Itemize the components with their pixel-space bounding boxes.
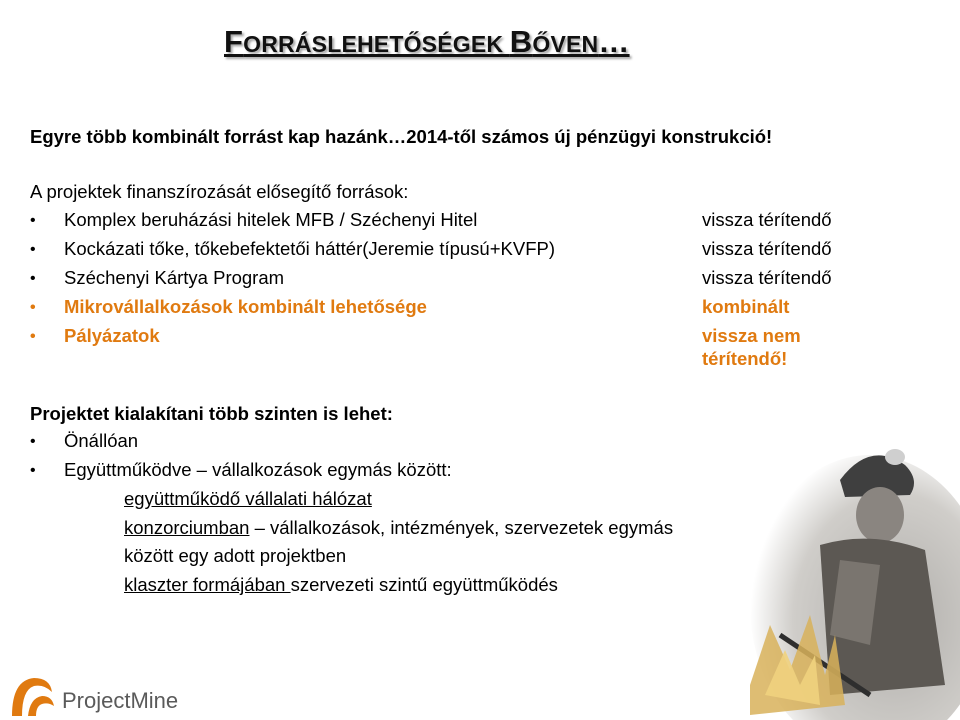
source-status: vissza nem [702, 325, 801, 346]
source-label: Mikrovállalkozások kombinált lehetősége [64, 296, 427, 317]
level-item: Önállóan [64, 430, 139, 451]
source-status: kombinált [702, 296, 790, 317]
source-status: vissza térítendő [702, 209, 832, 230]
sub-item: klaszter formájában szervezeti szintű együttműködés [124, 574, 558, 595]
level-item: Együttműködve – vállalkozások egymás között: [64, 459, 452, 480]
bullet: • [30, 462, 36, 479]
logo-text: ProjectMine [62, 688, 179, 713]
bullet: • [30, 433, 36, 450]
sources-heading: A projektek finanszírozását elősegítő források: [30, 181, 409, 202]
miner-photo [720, 385, 960, 720]
source-status: vissza térítendő [702, 267, 832, 288]
sub-item: együttműködő vállalati hálózat [124, 488, 372, 509]
source-label: Széchenyi Kártya Program [64, 267, 285, 288]
levels-heading: Projektet kialakítani több szinten is lehet: [30, 403, 393, 424]
bullet: • [30, 212, 36, 229]
bullet: • [30, 270, 36, 287]
bullet: • [30, 241, 36, 258]
projectmine-logo-icon [8, 672, 58, 718]
source-label: Pályázatok [64, 325, 160, 346]
page-title: FORRÁSLEHETŐSÉGEK BŐVEN… [224, 24, 630, 59]
sub-item: konzorciumban – vállalkozások, intézmények, szervezetek egymás [124, 517, 674, 538]
bullet: • [30, 328, 36, 345]
source-status: vissza térítendő [702, 238, 832, 259]
bullet: • [30, 299, 36, 316]
sub-item: között egy adott projektben [124, 545, 347, 566]
intro-text: Egyre több kombinált forrást kap hazánk…2014-től számos új pénzügyi konstrukció! [30, 126, 773, 147]
source-label: Kockázati tőke, tőkebefektetői háttér(Jeremie típusú+KVFP) [64, 238, 556, 259]
source-status: térítendő! [702, 348, 788, 369]
source-label: Komplex beruházási hitelek MFB / Széchenyi Hitel [64, 209, 478, 230]
